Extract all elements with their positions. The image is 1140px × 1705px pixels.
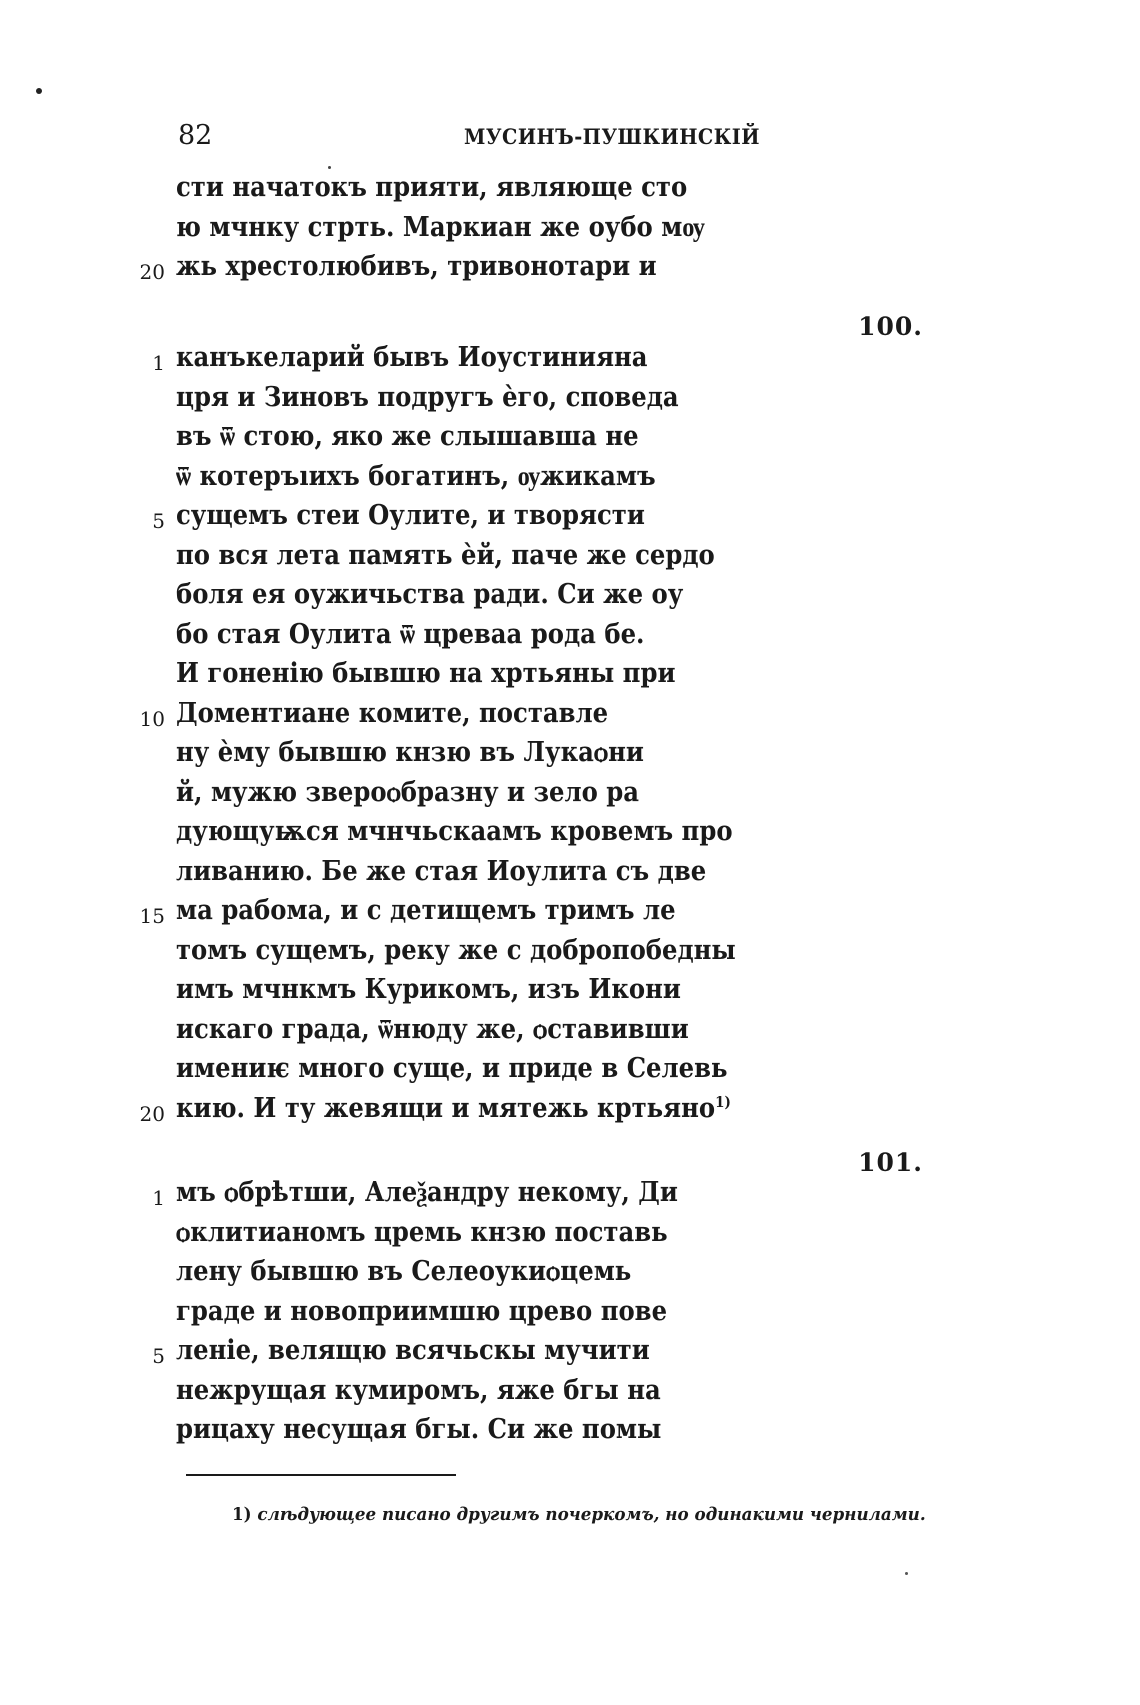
footnote-divider (186, 1474, 456, 1476)
line-text: боля ея оужичьства ради. Си же оу (176, 579, 684, 610)
line-text: ѿ котеръıихъ богатинъ, ѹжикамъ (176, 460, 656, 492)
line-text: нежрущая кумиромъ, яже бгы на (176, 1374, 661, 1406)
line-number: 10 (139, 706, 165, 731)
page-header (0, 120, 1140, 160)
text-line (0, 461, 1140, 501)
line-text: томъ сущемъ, реку же с добропобедны (176, 934, 736, 966)
line-text: граде и новоприимшю цревo пове (176, 1295, 668, 1327)
text-block-folio-100 (0, 342, 1140, 1132)
text-line (0, 856, 1140, 896)
text-line (0, 579, 1140, 619)
text-line (0, 935, 1140, 975)
line-text: леніе, велящю всячьскы мучити (176, 1335, 650, 1366)
line-number: 5 (152, 509, 165, 533)
line-text: бо стая Оулита ѿ цреваа рода бе. (176, 618, 645, 650)
line-text (176, 1093, 731, 1124)
line-text: имениѥ много суще, и приде в Селевь (176, 1053, 728, 1084)
text-line (0, 1335, 1140, 1375)
line-text: ма рабома, и с детищемъ тримъ ле (176, 895, 676, 926)
line-text: по вся лета память ѐй, паче же сердо (176, 539, 715, 571)
line-number: 1 (152, 351, 165, 375)
line-text: имъ мчнкмъ Курикомъ, изъ Икони (176, 974, 681, 1005)
text-line (0, 500, 1140, 540)
line-text: цря и Зиновъ подругъ ѐго, споведа (176, 381, 679, 413)
line-text-content: кию. И ту жевящи и мятежь кртьяно (176, 1092, 716, 1124)
line-text: ливанию. Бе же стая Иоулита съ две (176, 855, 707, 887)
ink-speck (328, 166, 331, 169)
line-text: канъкеларий бывъ Иоустинияна (176, 342, 648, 373)
text-line (0, 895, 1140, 935)
line-number: 5 (152, 1344, 165, 1368)
line-text: ю мчнку стрть. Маркиан же оубо мѹ (176, 211, 705, 243)
text-line (0, 1053, 1140, 1093)
running-title: МУСИНЪ-ПУШКИНСКІЙ (464, 124, 761, 149)
text-line (0, 1296, 1140, 1336)
text-line (0, 974, 1140, 1014)
line-text: рицаху несущая бгы. Си же помы (176, 1414, 662, 1445)
text-line (0, 172, 1140, 212)
line-text: й, мужю звероѻбразну и зело ра (176, 776, 640, 808)
footnote-marker: 1) (232, 1504, 252, 1525)
text-line (0, 1093, 1140, 1133)
text-line (0, 816, 1140, 856)
text-line (0, 540, 1140, 580)
folio-number-101: 101. (858, 1148, 923, 1177)
line-number: 20 (139, 260, 165, 284)
text-line (0, 698, 1140, 738)
line-text: мъ ѻбрѣтши, Алеѯандру некому, Ди (176, 1177, 678, 1208)
line-number: 20 (139, 1101, 165, 1126)
text-line (0, 619, 1140, 659)
text-line (0, 1375, 1140, 1415)
line-text: въ ѿ стою, яко же слышавша не (176, 421, 639, 452)
line-number: 1 (152, 1186, 165, 1210)
text-line (0, 1217, 1140, 1257)
text-line (0, 251, 1140, 291)
text-block-folio-101 (0, 1177, 1140, 1454)
text-line (0, 1256, 1140, 1296)
line-text: И гоненію бывшю на хртьяны при (176, 658, 676, 689)
line-text: Доментиане комите, поставле (176, 697, 609, 729)
ink-speck (36, 88, 42, 94)
footnote-text: слѣдующее писано другимъ почеркомъ, но одинакими чернилами. (257, 1504, 926, 1525)
ink-speck (905, 1572, 908, 1575)
footnote-reference: 1) (715, 1092, 731, 1111)
line-text: сти начатокъ прияти, являюще сто (176, 172, 688, 203)
text-block-continuation (0, 172, 1140, 291)
line-text: ѻклитианомъ цремь кнзю поставь (176, 1216, 668, 1248)
text-line (0, 658, 1140, 698)
text-line (0, 1177, 1140, 1217)
line-number: 15 (139, 904, 165, 928)
text-line (0, 1414, 1140, 1454)
line-text: жь хрестолюбивъ, тривонотари и (176, 251, 657, 282)
text-line (0, 212, 1140, 252)
line-text: искаго града, ѿнюду же, ѻставивши (176, 1013, 689, 1045)
text-line (0, 421, 1140, 461)
line-text: ну ѐму бывшю кнзю въ Лукаѻни (176, 737, 644, 768)
text-line (0, 382, 1140, 422)
folio-number-100: 100. (858, 312, 923, 341)
line-text: дующуѭся мчнчьскаамъ кровемъ про (176, 816, 733, 847)
text-line (0, 1014, 1140, 1054)
page-number: 82 (178, 120, 213, 151)
text-line (0, 777, 1140, 817)
footnote (232, 1504, 926, 1525)
text-line (0, 342, 1140, 382)
line-text: лену бывшю въ Селеоукиѻцемь (176, 1256, 632, 1287)
line-text: сущемъ стеи Оулите, и творясти (176, 500, 645, 531)
text-line (0, 737, 1140, 777)
